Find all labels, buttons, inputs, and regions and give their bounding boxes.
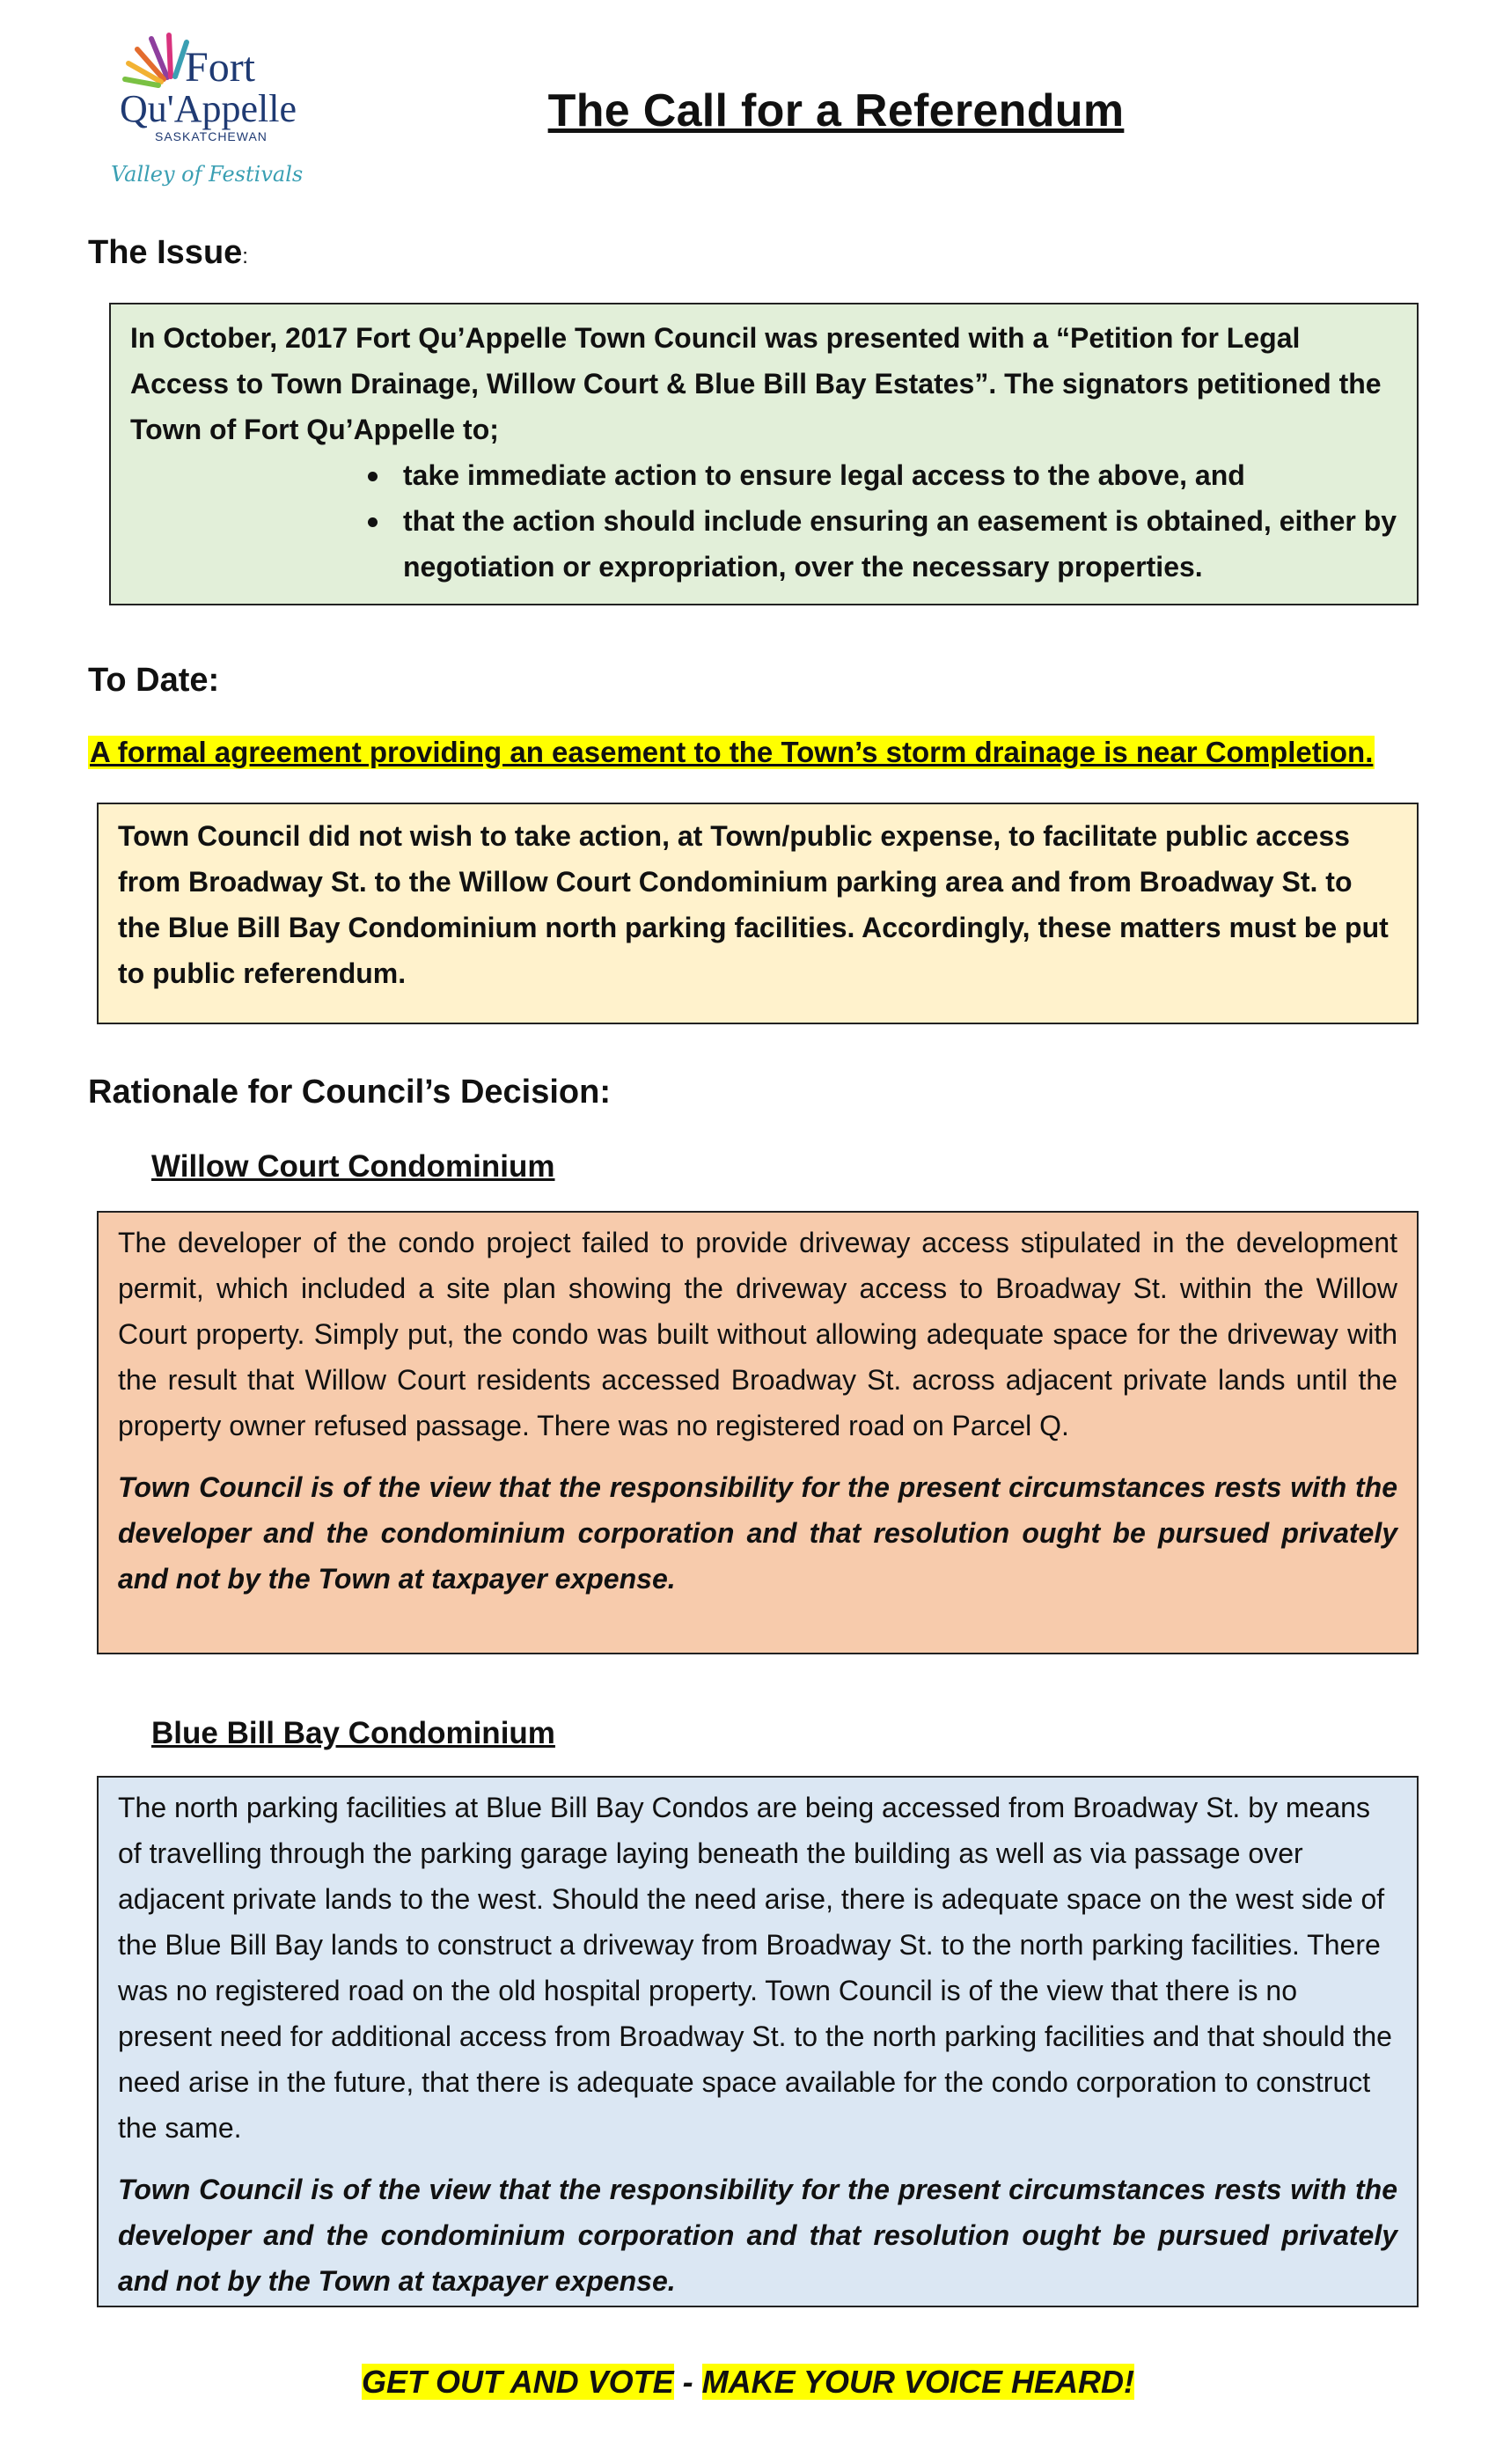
logo-line2: Qu'Appelle bbox=[120, 87, 297, 130]
call-to-action bbox=[0, 2364, 1496, 2401]
list-item bbox=[403, 452, 1397, 498]
page-title: The Call for a Referendum bbox=[547, 85, 1125, 136]
issue-box bbox=[109, 303, 1419, 605]
issue-heading bbox=[88, 234, 248, 272]
to-date-text: Town Council did not wish to take action, at Town/public expense, to facilitate public access from Broadway St. to the Willow Court Condominium parking area and from Broadway St. to the Blue Bill Bay Condominium north parking facilities. Accordingly, these matters must be put to public referendum. bbox=[118, 820, 1389, 989]
logo-burst-icon bbox=[125, 35, 187, 85]
issue-heading-colon: : bbox=[242, 245, 248, 268]
rationale-heading: Rationale for Council’s Decision: bbox=[88, 1074, 612, 1111]
logo-line1: Fort bbox=[185, 44, 256, 91]
list-item bbox=[403, 498, 1397, 590]
cta-part1: GET OUT AND VOTE bbox=[361, 2364, 674, 2400]
bluebill-body: The north parking facilities at Blue Bill Bay Condos are being accessed from Broadway St. by means of travelling through the parking garage laying beneath the building as well as via passage over adjacent private lands to the west. Should the need arise, there is adequate space on the west side of the Blue Bill Bay lands to construct a driveway from Broadway St. to the north parking facilities. There was no registered road on the old hospital property. Town Council is of the view that there is no present need for additional access from Broadway St. to the north parking facilities and that should the need arise in the future, that there is adequate space available for the condo corporation to construct the same. bbox=[118, 1792, 1392, 2144]
willow-heading: Willow Court Condominium bbox=[151, 1149, 555, 1184]
bluebill-box bbox=[97, 1776, 1419, 2307]
issue-bullet-list bbox=[130, 452, 1397, 590]
bullet-icon bbox=[368, 472, 378, 481]
logo-province: SASKATCHEWAN bbox=[155, 129, 268, 143]
to-date-box bbox=[97, 803, 1419, 1024]
willow-view: Town Council is of the view that the responsibility for the present circumstances rests with the developer and the condominium corporation and that resolution ought be pursued privately and not by the Town at taxpayer expense. bbox=[118, 1471, 1397, 1595]
town-logo bbox=[106, 26, 317, 194]
to-date-heading: To Date: bbox=[88, 662, 220, 699]
bluebill-view: Town Council is of the view that the responsibility for the present circumstances rests with the developer and the condominium corporation and that resolution ought be pursued privately and not by the Town at taxpayer expense. bbox=[118, 2174, 1397, 2297]
bullet-icon bbox=[368, 517, 378, 527]
logo-tagline: Valley of Festivals bbox=[111, 162, 304, 187]
bluebill-heading: Blue Bill Bay Condominium bbox=[151, 1716, 555, 1750]
willow-body: The developer of the condo project failed to provide driveway access stipulated in the development permit, which included a site plan showing the driveway access to Broadway St. within the Willow Court property. Simply put, the condo was built without allowing adequate space for the driveway with the result that Willow Court residents accessed Broadway St. across adjacent private lands until the property owner refused passage. There was no registered road on Parcel Q. bbox=[118, 1227, 1397, 1441]
willow-box bbox=[97, 1211, 1419, 1654]
issue-heading-text: The Issue bbox=[88, 234, 243, 271]
cta-part2: MAKE YOUR VOICE HEARD! bbox=[701, 2364, 1135, 2400]
cta-separator: - bbox=[673, 2364, 702, 2400]
issue-bullet-text: take immediate action to ensure legal access to the above, and bbox=[403, 459, 1245, 491]
logo-graphic bbox=[106, 26, 317, 194]
issue-intro: In October, 2017 Fort Qu’Appelle Town Council was presented with a “Petition for Legal Access to Town Drainage, Willow Court & Blue Bill Bay Estates”. The signators petitioned the Town of Fort Qu’Appelle to; bbox=[130, 322, 1382, 445]
issue-bullet-text: that the action should include ensuring an easement is obtained, either by negotiation or expropriation, over the necessary properties. bbox=[403, 505, 1397, 583]
highlighted-statement: A formal agreement providing an easement to the Town’s storm drainage is near Completion. bbox=[90, 736, 1374, 768]
